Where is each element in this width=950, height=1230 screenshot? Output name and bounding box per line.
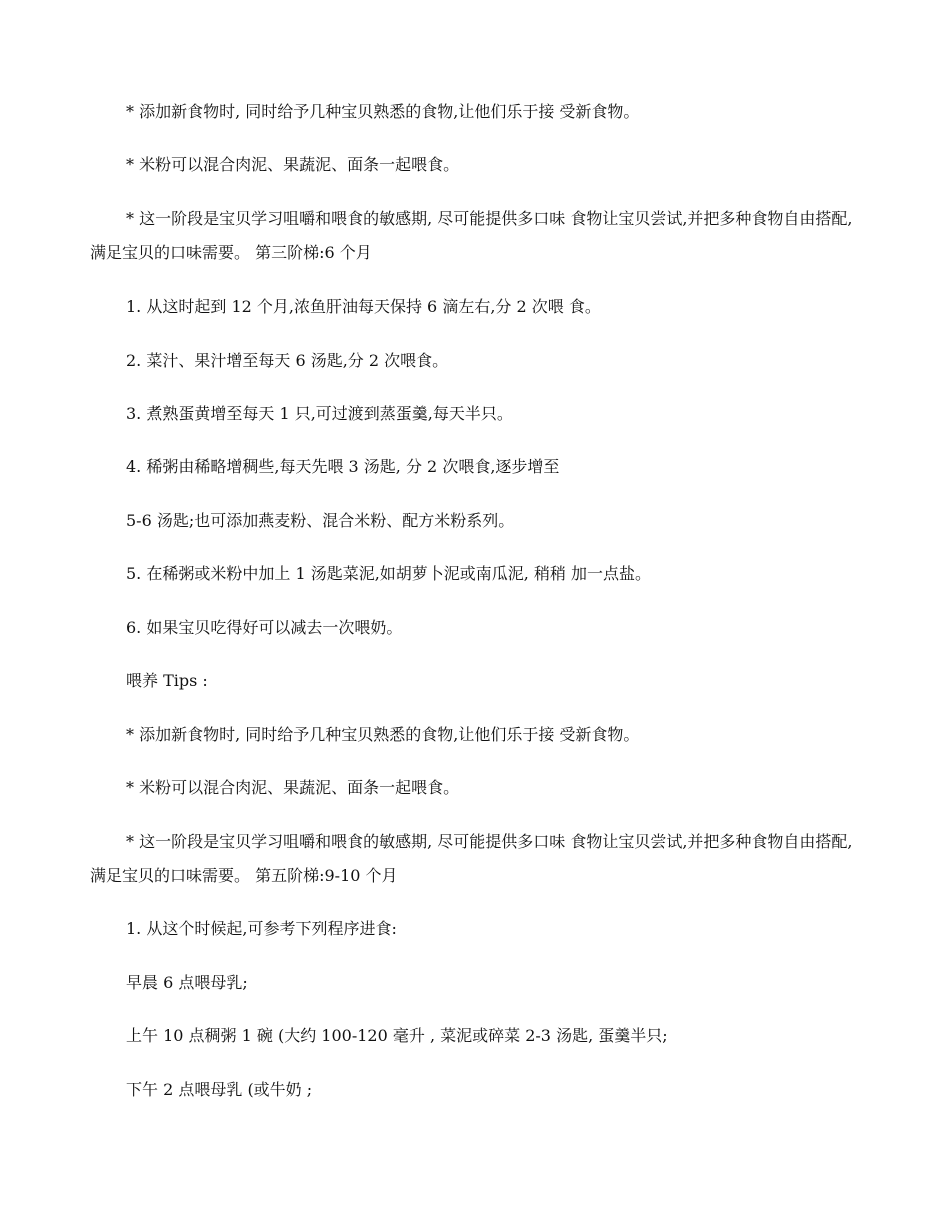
paragraph-schedule-forenoon: 上午 10 点稠粥 1 碗 (大约 100-120 毫升 , 菜泥或碎菜 2-3 汤匙, 蛋羹半只;	[126, 1026, 668, 1045]
paragraph-schedule-intro: 1. 从这个时候起,可参考下列程序进食:	[126, 919, 397, 938]
paragraph-schedule-morning: 早晨 6 点喂母乳;	[126, 973, 248, 992]
paragraph-tip-rice-flour-2: * 米粉可以混合肉泥、果蔬泥、面条一起喂食。	[126, 778, 460, 797]
paragraph-tip-new-food-2: * 添加新食物时, 同时给予几种宝贝熟悉的食物,让他们乐于接 受新食物。	[126, 725, 640, 744]
paragraph-step-4-continued: 5-6 汤匙;也可添加燕麦粉、混合米粉、配方米粉系列。	[126, 511, 515, 530]
paragraph-step-1: 1. 从这时起到 12 个月,浓鱼肝油每天保持 6 滴左右,分 2 次喂 食。	[126, 297, 601, 316]
paragraph-tip-sensitive-stage: * 这一阶段是宝贝学习咀嚼和喂食的敏感期, 尽可能提供多口味 食物让宝贝尝试,并把多种食物自由搭配,满足宝贝的口味需要。 第三阶梯:6 个月	[90, 209, 853, 262]
paragraph-step-6: 6. 如果宝贝吃得好可以减去一次喂奶。	[126, 618, 403, 637]
paragraph-tip-new-food: * 添加新食物时, 同时给予几种宝贝熟悉的食物,让他们乐于接 受新食物。	[126, 102, 640, 121]
paragraph-step-4: 4. 稀粥由稀略增稠些,每天先喂 3 汤匙, 分 2 次喂食,逐步增至	[126, 457, 560, 476]
paragraph-step-3: 3. 煮熟蛋黄增至每天 1 只,可过渡到蒸蛋羹,每天半只。	[126, 404, 513, 423]
paragraph-feeding-tips-heading: 喂养 Tips :	[126, 671, 208, 690]
paragraph-step-2: 2. 菜汁、果汁增至每天 6 汤匙,分 2 次喂食。	[126, 351, 449, 370]
paragraph-step-5: 5. 在稀粥或米粉中加上 1 汤匙菜泥,如胡萝卜泥或南瓜泥, 稍稍 加一点盐。	[126, 564, 652, 583]
paragraph-tip-sensitive-stage-2: * 这一阶段是宝贝学习咀嚼和喂食的敏感期, 尽可能提供多口味 食物让宝贝尝试,并把多种食物自由搭配,满足宝贝的口味需要。 第五阶梯:9-10 个月	[90, 832, 853, 885]
paragraph-tip-rice-flour: * 米粉可以混合肉泥、果蔬泥、面条一起喂食。	[126, 155, 460, 174]
paragraph-schedule-afternoon: 下午 2 点喂母乳 (或牛奶 ;	[126, 1080, 313, 1099]
